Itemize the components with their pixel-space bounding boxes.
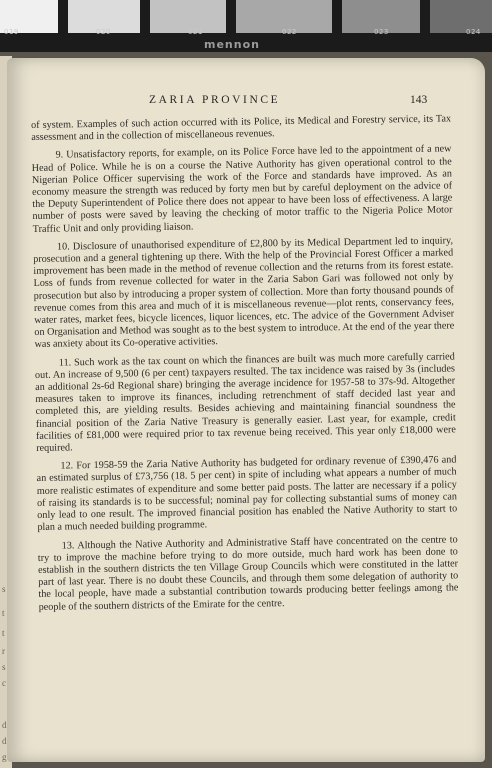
paragraph: 12. For 1958-59 the Zaria Native Authority has budgeted for ordinary revenue of £390,476 and an estimated surplus of £73,756 (18. 5 per cent) in spite of including what appears a number of much more realistic estimates of expenditure and some better paid posts. The latter are necessary if a policy of raising its standards is to be successful; nominal pay for collecting substantial sums of money can only lead to one result. The improved financial position has enabled the Native Authority to start to plan a much needed building programme.	[36, 454, 458, 534]
paragraph: 11. Such work as the tax count on which the finances are built was much more carefully carried out. An increase of 9,500 (6 per cent) taxpayers resulted. The tax incidence was raised by 3s (includes an additional 2s-6d Regional share) bringing the average incidence for 1957-58 to 37s-9d. Altogether measures taken to improve its finances, including retrenchment of staff decided last year and completed this, are yielding results. Besides achieving and maintaining financial soundness the financial position of the Zaria Native Treasury is generally easier. Last year, for example, credit facilities of £81,000 were required prior to tax revenue being received. This year only £18,000 were required.	[34, 351, 457, 455]
running-head: ZARIA PROVINCE	[149, 94, 281, 106]
gray-swatch-6	[430, 0, 492, 33]
strip-number-021: 021	[188, 28, 203, 36]
paragraph: 13. Although the Native Authority and Administrative Staff have concentrated on the centre to try to improve the machine before trying to do more outside, much hard work has been done to establish in the southern districts the ten Village Group Councils which were constituted in the latter part of last year. There is no doubt these Councils, and through them some delegation of authority to the local people, have made a substantial contribution towards producing better feelings among the people of the southern districts of the Emirate for the centre.	[37, 533, 459, 613]
strip-number-023: 023	[374, 28, 389, 36]
margin-char: t	[2, 608, 5, 618]
page-number: 143	[410, 94, 428, 106]
paragraph: 9. Unsatisfactory reports, for example, on its Police Force have led to the appointment of a new Head of Police. While he is on a course the Native Authority has given operational control to the Nigerian Police Officer supervising the work of the Force and standards have improved. As an economy measure the strength was reduced by forty men but by careful deployment on the advice of the Deputy Superintendent of Police there does not appear to have been loss of effectiveness. A large number of posts were saved by leaving the checking of motor traffic to the Nigeria Police Motor Traffic Unit and only providing liaison.	[31, 143, 453, 235]
strip-number-022: 022	[282, 28, 297, 36]
margin-char: g	[2, 752, 7, 762]
margin-char: r	[2, 646, 5, 656]
body-text	[31, 113, 459, 619]
calibration-strip	[0, 0, 492, 56]
paragraph: 10. Disclosure of unauthorised expenditure of £2,800 by its Medical Department led to inquiry, prosecution and a general tightening up there. With the help of the Provincial Forest Officer a marked improvement has been made in the method of revenue collection and the returns from its forest estate. Loss of funds from revenue collected for water in the Zaria Sabon Gari was followed not only by prosecution but also by introducing a proper system of collection. More than forty thousand pounds of revenue comes from this area and much of it is miscellaneous revenue—plot rents, conservancy fees, water rates, market fees, bicycle licences, liquor licences, etc. The advice of the Government Adviser on Organisation and Method was sought as to the best system to introduce. At the end of the year there was anxiety about its Co-operative activities.	[33, 235, 455, 351]
paragraph: of system. Examples of such action occurred with its Police, its Medical and Forestry service, its Tax assessment and in the collection of miscellaneous revenues.	[31, 113, 452, 144]
margin-char: t	[2, 628, 5, 638]
strip-number-020: 020	[96, 28, 111, 36]
margin-char: c	[2, 678, 6, 688]
strip-brand-logo: mennon	[204, 38, 260, 51]
margin-char: s	[2, 662, 6, 672]
margin-char: s	[2, 584, 6, 594]
strip-number-024: 024	[466, 28, 481, 36]
margin-char: d	[2, 736, 7, 746]
margin-char: d	[2, 720, 7, 730]
strip-number-019: 019	[4, 28, 19, 36]
page-header	[7, 94, 485, 110]
book-page	[7, 58, 485, 762]
